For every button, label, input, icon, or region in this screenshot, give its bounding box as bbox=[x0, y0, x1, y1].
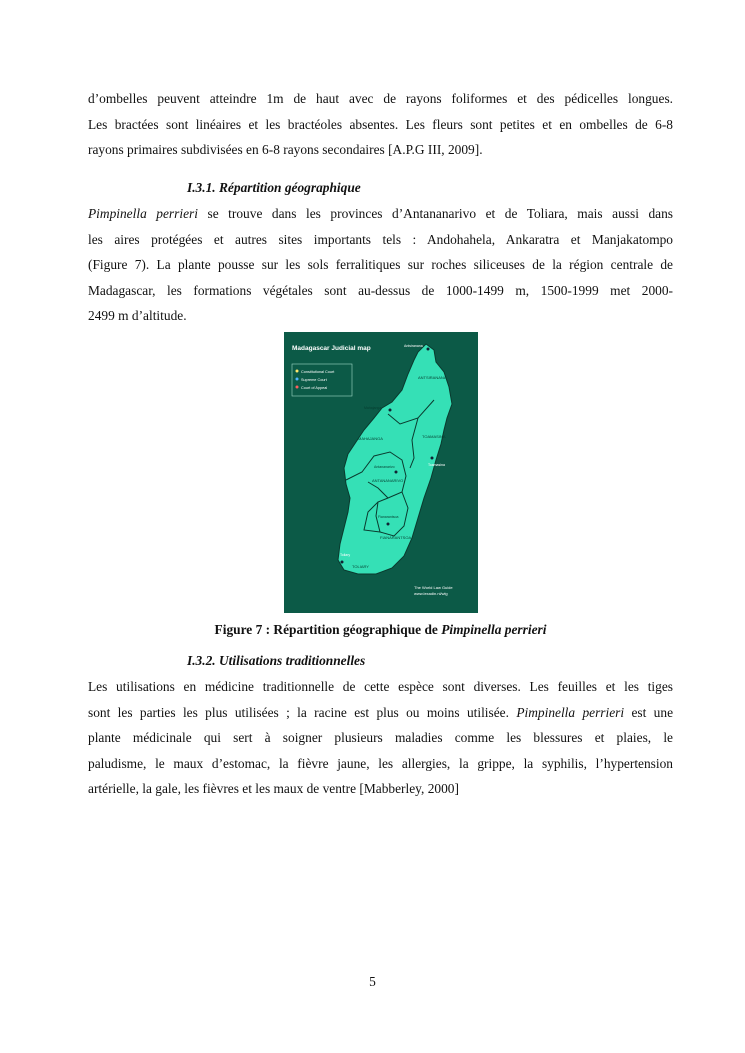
paragraph-uses bbox=[88, 674, 673, 802]
legend-marker-icon bbox=[296, 378, 299, 381]
section-heading-utilisations: I.3.2. Utilisations traditionnelles bbox=[187, 653, 366, 668]
madagascar-map-image bbox=[284, 332, 478, 613]
text-line: rayons primaires subdivisées en 6-8 rayons secondaires [A.P.G III, 2009]. bbox=[88, 142, 483, 157]
city-marker-icon bbox=[395, 471, 398, 474]
city-marker-icon bbox=[387, 523, 390, 526]
city-marker-icon bbox=[427, 348, 430, 351]
caption-prefix: Figure 7 : Répartition géographique de bbox=[214, 622, 442, 637]
species-name: Pimpinella perrieri bbox=[88, 206, 198, 221]
region-label: TOAMASINA bbox=[422, 434, 446, 439]
caption-species: Pimpinella perrieri bbox=[441, 622, 547, 637]
text-line: plante médicinale qui sert à soigner plusieurs maladies comme les blessures et plaies, le bbox=[88, 730, 673, 745]
text-line: paludisme, le maux d’estomac, la fièvre jaune, les allergies, la grippe, la syphilis, l’hypertension bbox=[88, 755, 673, 771]
text-line: d’ombelles peuvent atteindre 1m de haut avec de rayons foliformes et des pédicelles longues. bbox=[88, 91, 673, 106]
map-credit: The World Law Guide bbox=[414, 585, 453, 590]
city-label: Antsiranana bbox=[404, 344, 423, 348]
text-fragment: se trouve dans les provinces d’Antananarivo et de Toliara, mais aussi dans bbox=[197, 206, 673, 221]
map-title: Madagascar Judicial map bbox=[292, 345, 371, 352]
city-label: Toamasina bbox=[428, 463, 445, 467]
text-fragment: sont les parties les plus utilisées ; la racine est plus ou moins utilisée. bbox=[88, 704, 517, 720]
map-credit-url: www.lexadin.nl/wlg bbox=[414, 591, 448, 596]
legend-item: Court of Appeal bbox=[301, 386, 328, 390]
region-label: FIANARANTSOA bbox=[380, 535, 412, 540]
city-marker-icon bbox=[389, 409, 392, 412]
city-label: Fianarantsoa bbox=[378, 515, 399, 519]
text-line bbox=[88, 700, 673, 726]
city-label: Mahajanga bbox=[364, 406, 382, 410]
madagascar-map-figure bbox=[284, 332, 478, 613]
section-heading-repartition: I.3.1. Répartition géographique bbox=[187, 180, 361, 195]
text-line: artérielle, la gale, les fièvres et les maux de ventre [Mabberley, 2000] bbox=[88, 781, 459, 796]
text-line bbox=[88, 201, 673, 227]
region-label: MAHAJANGA bbox=[358, 436, 383, 441]
page-number: 5 bbox=[369, 974, 376, 989]
legend-marker-icon bbox=[296, 386, 299, 389]
region-label: ANTANANARIVO bbox=[372, 478, 404, 483]
city-label: Toliary bbox=[340, 553, 351, 557]
city-label: Antananarivo bbox=[374, 465, 395, 469]
city-marker-icon bbox=[341, 561, 344, 564]
species-name: Pimpinella perrieri bbox=[516, 704, 625, 720]
region-label: ANTSIRANANA bbox=[418, 375, 447, 380]
figure-caption bbox=[88, 620, 673, 640]
text-fragment: est une bbox=[624, 704, 674, 720]
text-line: les aires protégées et autres sites importants tels : Andohahela, Ankaratra et Manjakatompo bbox=[88, 231, 673, 247]
text-line: (Figure 7). La plante pousse sur les sols ferralitiques sur roches siliceuses de la région centrale de bbox=[88, 257, 673, 272]
text-line: Les bractées sont linéaires et les bractéoles absentes. Les fleurs sont petites et en ombelles de 6-8 bbox=[88, 116, 673, 132]
paragraph-description bbox=[88, 86, 673, 163]
text-line: Madagascar, les formations végétales sont au-dessus de 1000-1499 m, 1500-1999 met 2000- bbox=[88, 282, 673, 298]
city-marker-icon bbox=[431, 457, 434, 460]
legend-marker-icon bbox=[296, 370, 299, 373]
paragraph-distribution bbox=[88, 201, 673, 329]
legend-item: Supreme Court bbox=[301, 378, 327, 382]
legend-item: Constitutional Court bbox=[301, 370, 335, 374]
region-label: TOLIARY bbox=[352, 564, 369, 569]
text-line: Les utilisations en médicine traditionnelle de cette espèce sont diverses. Les feuilles et les tiges bbox=[88, 679, 673, 694]
text-line: 2499 m d’altitude. bbox=[88, 308, 187, 323]
